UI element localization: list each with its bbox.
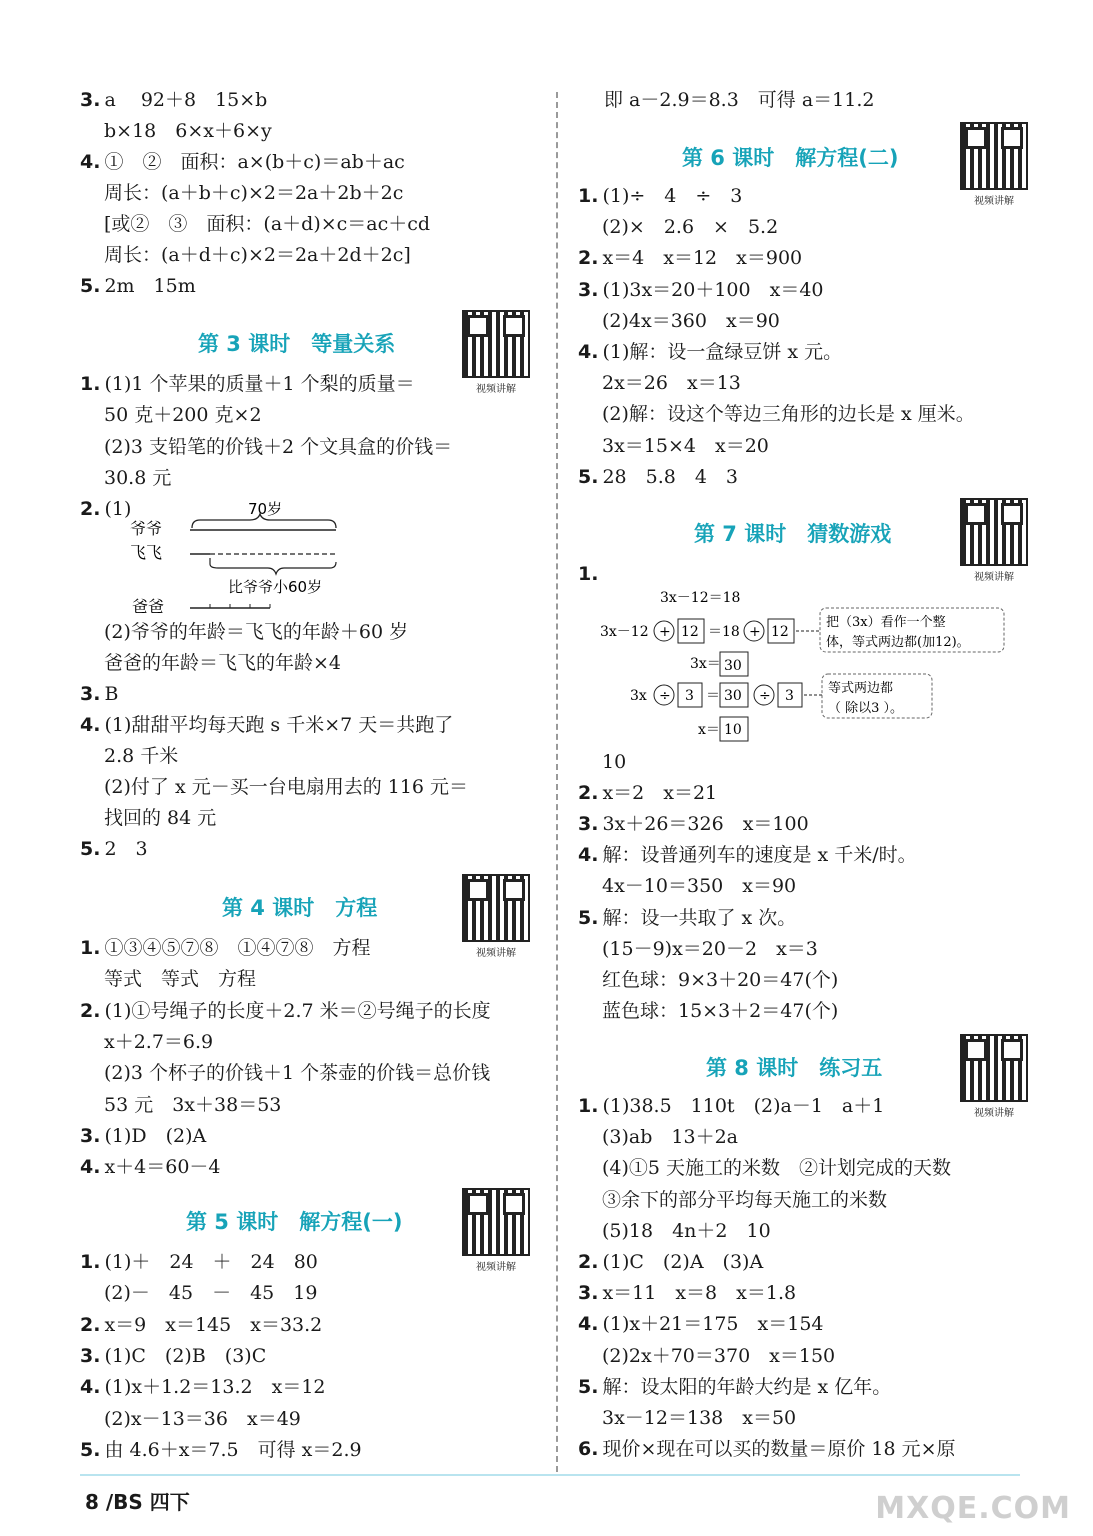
answer-text: 30.8 元 (104, 466, 172, 489)
label-diff: 比爷爷小60岁 (228, 578, 323, 596)
answer-text: 50 克＋200 克×2 (104, 404, 262, 427)
question-number: 2. (578, 782, 599, 805)
answer-line (578, 904, 796, 932)
brace-diff (210, 558, 336, 574)
qr-code-4[interactable] (462, 874, 530, 959)
answer-line (602, 400, 975, 428)
answer-line (578, 182, 742, 210)
question-number: 3. (578, 813, 599, 836)
answer-line (104, 1279, 317, 1307)
answer-text: (1)3x＝20＋100 x＝40 (602, 278, 824, 301)
answer-text: 解：设普通列车的速度是 x 千米/时。 (602, 844, 917, 867)
question-number: 3. (80, 89, 101, 111)
answer-text: (2)爷爷的年龄＝飞飞的年龄＋60 岁 (104, 621, 409, 643)
qr-code-icon (960, 498, 1028, 566)
answer-line (602, 432, 769, 460)
flow-eq-sign: ＝ (706, 688, 720, 704)
answer-line (104, 1405, 301, 1433)
answer-line (104, 618, 408, 646)
answer-text: (1)x＋1.2＝13.2 x＝12 (104, 1376, 326, 1399)
answer-line (578, 1092, 884, 1120)
question-number: 1. (80, 937, 101, 959)
question-number: 3. (578, 278, 599, 301)
answer-line (602, 935, 818, 963)
question-number: 1. (578, 563, 599, 585)
answer-line (104, 804, 216, 832)
qr-caption: 视频讲解 (476, 948, 516, 959)
answer-text: (1)x＋21＝175 x＝154 (602, 1313, 824, 1336)
section-title-6: 第 6 课时 解方程(二) (682, 146, 899, 170)
div-sign-2: ÷ (759, 688, 771, 704)
question-number: 5. (80, 275, 101, 297)
answer-line (80, 272, 196, 300)
note-2a: 等式两边都 (828, 681, 894, 696)
answer-text: 解：设太阳的年龄大约是 x 亿年。 (602, 1375, 892, 1398)
answer-text: (1)甜甜平均每天跑 s 千米×7 天＝共跑了 (104, 714, 454, 736)
answer-text: (1)①号绳子的长度＋2.7 米＝②号绳子的长度 (104, 999, 491, 1022)
answer-line (80, 1311, 322, 1339)
flow-left-1: 3x－12 (600, 624, 649, 640)
answer-line (578, 244, 802, 272)
label-baba: 爸爸 (132, 597, 165, 616)
answer-text: (2)3 个杯子的价钱＋1 个茶壶的价钱＝总价钱 (104, 1062, 491, 1085)
answer-text: (1)C (2)A (3)A (602, 1251, 764, 1273)
answer-text: (2)3 支铅笔的价钱＋2 个文具盒的价钱＝ (104, 435, 453, 458)
equation-flow-svg (598, 584, 1038, 744)
plus-sign-2: + (749, 624, 761, 640)
question-number: 1. (578, 1095, 599, 1117)
question-number: 1. (80, 373, 101, 395)
answer-line (104, 241, 411, 269)
question-number: 1. (80, 1251, 101, 1273)
answer-line (578, 1279, 796, 1307)
answer-text: 2 3 (104, 838, 148, 860)
answer-line (602, 1217, 771, 1245)
box-3-value: 3 (685, 688, 694, 704)
label-yeye: 爷爷 (130, 519, 163, 538)
answer-line (602, 872, 796, 900)
section-title-5: 第 5 课时 解方程(一) (186, 1210, 403, 1234)
note-2b: （ 除以3 ）。 (828, 701, 904, 716)
answer-text: ① ② 面积：a×(b＋c)＝ab＋ac (104, 151, 405, 173)
question-number: 1. (578, 185, 599, 207)
qr-caption: 视频讲解 (974, 572, 1014, 583)
section-title-3: 第 3 课时 等量关系 (198, 332, 396, 356)
question-number: 3. (578, 1282, 599, 1305)
question-number: 2. (578, 247, 599, 270)
answer-text: (2)4x＝360 x＝90 (602, 309, 780, 332)
question-number: 6. (578, 1438, 599, 1461)
age-diagram (130, 496, 390, 620)
answer-line (578, 1310, 824, 1338)
answer-line (602, 748, 626, 776)
answer-text: 53 元 3x＋38＝53 (104, 1093, 282, 1116)
qr-caption: 视频讲解 (974, 196, 1014, 207)
page-footer: 8 /BS 四下 (85, 1490, 190, 1514)
answer-line (578, 1435, 956, 1463)
answer-text: 4x－10＝350 x＝90 (602, 875, 797, 898)
question-number: 2. (80, 999, 101, 1022)
answer-line (602, 1123, 738, 1151)
qr-code-icon (462, 874, 530, 942)
answer-line (80, 1436, 362, 1464)
box-12b-value: 12 (771, 624, 789, 640)
question-number: 2. (80, 1313, 101, 1336)
answer-text: x＋2.7＝6.9 (104, 1030, 214, 1053)
question-number: 4. (80, 1156, 101, 1179)
answer-text: 找回的 84 元 (104, 807, 217, 829)
answer-text: (2)× 2.6 × 5.2 (602, 216, 779, 239)
answer-line (602, 1342, 835, 1370)
answer-text: 10 (602, 751, 627, 773)
answer-text: 等式 等式 方程 (104, 968, 257, 991)
answer-text: a 92＋8 15×b (104, 89, 268, 111)
answer-text: (1)＋ 24 ＋ 24 80 (104, 1251, 318, 1273)
answer-line (602, 1404, 796, 1432)
answer-line (80, 1153, 221, 1181)
answer-text: (2)2x＋70＝370 x＝150 (602, 1344, 836, 1367)
answer-text: [或② ③ 面积：(a＋d)×c＝ac＋cd (104, 213, 431, 235)
answer-line (80, 680, 118, 708)
qr-caption: 视频讲解 (476, 1262, 516, 1273)
footer-rule (80, 1474, 1020, 1476)
answer-line (602, 307, 780, 335)
answer-text: x＋4＝60－4 (104, 1156, 221, 1179)
answer-text: (2)解：设这个等边三角形的边长是 x 厘米。 (602, 403, 975, 426)
question-number: 5. (578, 1375, 599, 1398)
answer-line (80, 711, 453, 739)
age-label: 70岁 (248, 500, 283, 518)
qr-caption: 视频讲解 (974, 1108, 1014, 1119)
answer-text: 由 4.6＋x＝7.5 可得 x＝2.9 (104, 1438, 362, 1461)
answer-text: x＝2 x＝21 (602, 782, 718, 805)
note-1a: 把（3x）看作一个整 (826, 615, 946, 630)
answer-line (80, 997, 491, 1025)
answer-line (80, 148, 405, 176)
answer-line (104, 965, 256, 993)
answer-line: 即 a－2.9＝8.3 可得 a＝11.2 (604, 89, 875, 111)
answer-text: (3)ab 13＋2a (602, 1126, 738, 1149)
note-1b: 体，等式两边都(加12)。 (826, 635, 970, 650)
answer-text: 2m 15m (104, 275, 196, 297)
flow-left-2: 3x＝ (690, 656, 721, 672)
question-number: 4. (80, 1376, 101, 1399)
answer-text: b×18 6×x＋6×y (104, 120, 272, 142)
answer-text: 蓝色球：15×3＋2＝47(个) (602, 999, 839, 1022)
age-diagram-svg (130, 496, 390, 620)
box-30b-value: 30 (724, 688, 742, 704)
answer-line (104, 179, 403, 207)
answer-text: 28 5.8 4 3 (602, 465, 739, 488)
answer-line (104, 1059, 490, 1087)
question-number: 5. (578, 465, 599, 488)
question-number: 4. (578, 341, 599, 363)
answer-line (602, 1154, 951, 1182)
answer-text: 爸爸的年龄＝飞飞的年龄×4 (104, 652, 342, 674)
question-number: 2. (578, 1251, 599, 1273)
question-number: 4. (80, 151, 101, 173)
answer-line (80, 370, 415, 398)
answer-line (578, 810, 809, 838)
answer-line (80, 1122, 206, 1150)
answer-line (80, 1248, 318, 1276)
answer-text: 2.8 千米 (104, 745, 179, 767)
answer-text: (5)18 4n＋2 10 (602, 1219, 771, 1242)
label-feifei: 飞飞 (130, 543, 163, 562)
box-3b-value: 3 (785, 688, 794, 704)
question-number: 3. (80, 1124, 101, 1147)
answer-line (80, 495, 131, 523)
qr-caption: 视频讲解 (476, 384, 516, 395)
answer-line (104, 401, 262, 429)
qr-code-icon (462, 310, 530, 378)
div-sign: ÷ (659, 688, 671, 704)
qr-code-6[interactable] (960, 122, 1028, 207)
answer-text: 3x＝15×4 x＝20 (602, 434, 769, 457)
answer-line (104, 464, 171, 492)
equation-flow-diagram (598, 584, 1038, 744)
answer-line (578, 276, 824, 304)
box-30-value: 30 (724, 658, 742, 674)
section-title-7: 第 7 课时 猜数游戏 (694, 522, 892, 546)
answer-text: 3x＋26＝326 x＝100 (602, 813, 809, 836)
column-divider (556, 92, 558, 1472)
question-number: 2. (80, 498, 101, 521)
qr-code-3[interactable] (462, 310, 530, 395)
answer-line (80, 835, 148, 863)
answer-text: 2x＝26 x＝13 (602, 372, 741, 395)
answer-line (578, 841, 917, 869)
answer-line (80, 1373, 326, 1401)
answer-line (104, 1028, 213, 1056)
answer-line (104, 433, 452, 461)
answer-line (578, 338, 842, 366)
answer-line (578, 1373, 891, 1401)
question-number: 5. (578, 906, 599, 929)
answer-line (104, 649, 341, 677)
plus-sign: + (659, 624, 671, 640)
answer-line (80, 86, 267, 114)
question-number: 4. (578, 1313, 599, 1336)
answer-text: (1)38.5 110t (2)a－1 a＋1 (602, 1095, 885, 1117)
flow-equation: 3x－12＝18 (660, 590, 741, 606)
answer-line (104, 210, 430, 238)
answer-text: 红色球：9×3＋20＝47(个) (602, 968, 839, 991)
answer-text: (1)解：设一盒绿豆饼 x 元。 (602, 341, 843, 363)
question-number: 3. (80, 1344, 101, 1367)
question-number: 5. (80, 1438, 101, 1461)
answer-line (104, 742, 178, 770)
watermark-logo: MXQE.COM (875, 1491, 1071, 1526)
answer-text: 周长：(a＋d＋c)×2＝2a＋2d＋2c] (104, 244, 411, 266)
answer-line (602, 369, 741, 397)
answer-text: B (104, 683, 119, 705)
answer-text: (4)①5 天施工的米数 ②计划完成的天数 (602, 1157, 952, 1180)
answer-text: 周长：(a＋b＋c)×2＝2a＋2b＋2c (104, 182, 404, 204)
qr-code-5[interactable] (462, 1188, 530, 1273)
answer-line (602, 213, 778, 241)
answer-text: 解：设一共取了 x 次。 (602, 906, 797, 929)
qr-code-8[interactable] (960, 1034, 1028, 1119)
qr-code-icon (462, 1188, 530, 1256)
question-number: 4. (578, 844, 599, 867)
answer-text: ①③④⑤⑦⑧ ①④⑦⑧ 方程 (104, 937, 371, 959)
answer-text: (2)x－13＝36 x＝49 (104, 1407, 301, 1430)
answer-text: (1)1 个苹果的质量＋1 个梨的质量＝ (104, 373, 415, 395)
qr-code-icon (960, 1034, 1028, 1102)
box-12-value: 12 (681, 624, 699, 640)
section-title-4: 第 4 课时 方程 (222, 896, 378, 920)
answer-text: (2)付了 x 元－买一台电扇用去的 116 元＝ (104, 776, 469, 798)
answer-text: x＝9 x＝145 x＝33.2 (104, 1313, 323, 1336)
answer-text: (1) (104, 498, 132, 521)
answer-line (602, 997, 838, 1025)
flow-left-4: x＝ (698, 722, 720, 738)
answer-line (104, 1091, 281, 1119)
answer-line (602, 966, 838, 994)
answer-text: 现价×现在可以买的数量＝原价 18 元×原 (602, 1438, 956, 1461)
answer-line (578, 779, 717, 807)
qr-code-7[interactable] (960, 498, 1028, 583)
question-number: 5. (80, 838, 101, 860)
answer-text: x＝11 x＝8 x＝1.8 (602, 1282, 797, 1305)
answer-text: (1)D (2)A (104, 1124, 207, 1147)
answer-line (104, 117, 272, 145)
answer-line (578, 463, 738, 491)
answer-text: (2)－ 45 － 45 19 (104, 1282, 318, 1305)
answer-text: ③余下的部分平均每天施工的米数 (602, 1188, 888, 1211)
answer-text: (1)÷ 4 ÷ 3 (602, 185, 743, 207)
answer-text: (15－9)x＝20－2 x＝3 (602, 937, 818, 960)
flow-right-1: ＝18 (708, 624, 740, 640)
section-title-8: 第 8 课时 练习五 (706, 1056, 883, 1080)
qr-code-icon (960, 122, 1028, 190)
question-number: 3. (80, 683, 101, 705)
answer-text: 3x－12＝138 x＝50 (602, 1407, 797, 1429)
answer-line (578, 1248, 763, 1276)
answer-line (104, 773, 468, 801)
answer-line (602, 1186, 887, 1214)
flow-left-3: 3x (630, 688, 647, 704)
box-10-value: 10 (724, 722, 742, 738)
question-number: 4. (80, 714, 101, 736)
answer-text: (1)C (2)B (3)C (104, 1344, 267, 1367)
answer-text: x＝4 x＝12 x＝900 (602, 247, 803, 270)
answer-line (80, 1342, 266, 1370)
answer-line (80, 934, 370, 962)
